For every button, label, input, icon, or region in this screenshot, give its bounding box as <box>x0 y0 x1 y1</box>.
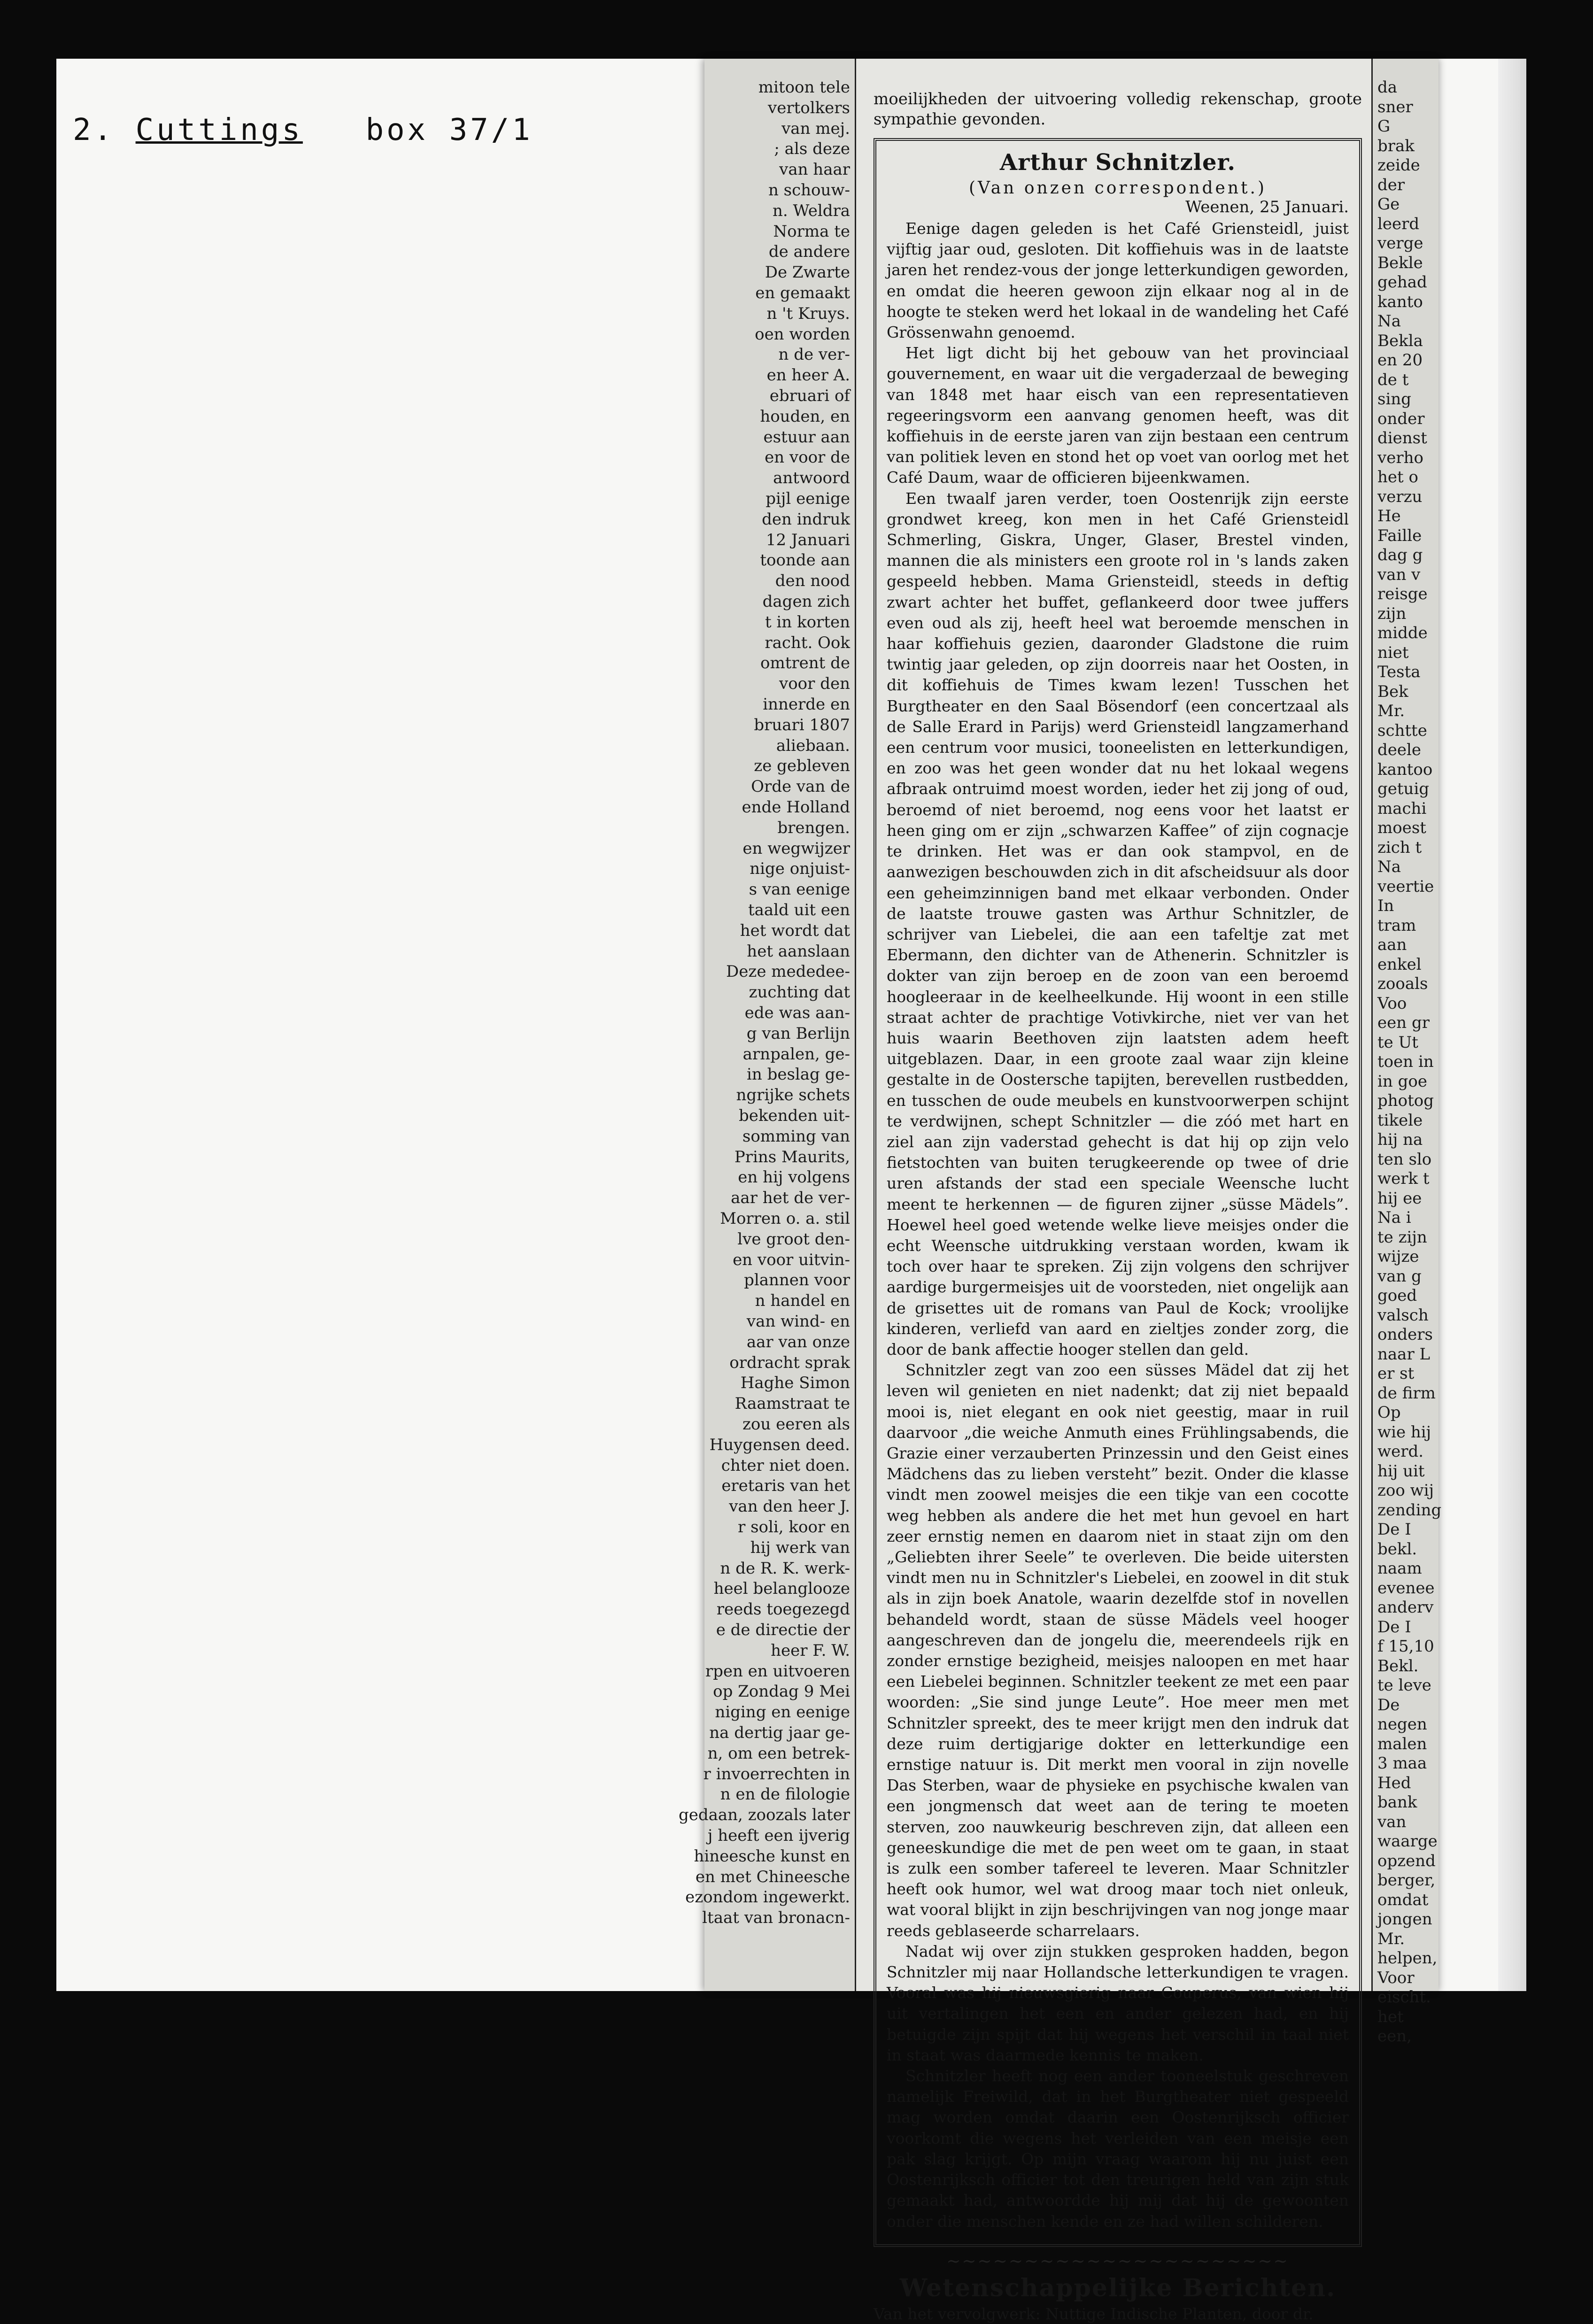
column-fragment-line: ezondom ingewerkt. <box>685 1888 850 1907</box>
column-fragment-line: hij na <box>1377 1130 1423 1149</box>
column-fragment-line: De <box>1377 1695 1400 1714</box>
column-fragment-line: t in korten <box>765 612 850 632</box>
column-fragment-line: valsch <box>1377 1305 1429 1325</box>
column-fragment-line: G <box>1377 117 1391 136</box>
column-fragment-line: s van eenige <box>749 880 850 899</box>
article-box <box>874 138 1362 2247</box>
column-fragment-line: getuig <box>1377 780 1430 798</box>
article-paragraph: Schnitzler heeft nog een ander tooneelstuk geschreven namelijk Freiwild, dat in het Burgtheater niet gespeeld mag worden omdat daarin een Oostenrijksch officier voorkomt die wegens het verleiden van een meisje een pak slag krijgt. Op mijn vraag waarom hij nu juist een Oostenrijksch officier tot den treurigen held van zijn stuk gemaakt had, antwoordde hij mij dat hij de gewoonten onder die menschen kende en ze had willen schilderen. <box>887 2067 1349 2231</box>
column-fragment-line: e de directie der <box>716 1621 850 1639</box>
column-fragment-line: ; als deze <box>774 139 850 159</box>
column-fragment-line: Mr. <box>1377 702 1405 720</box>
article-body <box>887 218 1349 2232</box>
column-fragment-line: eischt. <box>1377 1988 1431 2007</box>
column-fragment-line: zou eeren als <box>742 1415 850 1434</box>
column-fragment-line: dienst <box>1377 429 1427 448</box>
column-fragment-line: van wind- en <box>746 1312 850 1331</box>
column-fragment-line: zeide <box>1377 156 1420 175</box>
column-fragment-line: ordracht sprak <box>729 1353 850 1372</box>
column-fragment-line: Morren o. a. stil <box>720 1209 850 1228</box>
column-fragment-line: niging en eenige <box>715 1703 850 1722</box>
column-fragment-line: lve groot den- <box>737 1229 850 1249</box>
column-fragment-line: n 't Kruys. <box>766 304 850 323</box>
column-fragment-line: Raamstraat te <box>735 1394 850 1413</box>
section-heading: Wetenschappelijke Berichten. <box>899 2273 1336 2302</box>
header-cuttings: Cuttings <box>135 113 303 147</box>
column-fragment-line: aliebaan. <box>776 736 850 755</box>
column-fragment-line: nige onjuist- <box>750 859 850 879</box>
column-fragment-line: het wordt dat <box>740 921 850 940</box>
column-fragment-line: een gr <box>1377 1013 1430 1032</box>
header-label <box>73 113 533 147</box>
header-box: box 37/1 <box>365 113 533 147</box>
column-fragment-line: het <box>1377 2007 1404 2026</box>
column-fragment-line: f 15,10 <box>1377 1637 1434 1656</box>
column-fragment-line: moest <box>1377 818 1426 837</box>
column-fragment-line: photog <box>1377 1091 1434 1110</box>
column-fragment-line: jongen <box>1377 1910 1432 1929</box>
column-fragment-line: heer F. W. <box>771 1641 850 1660</box>
article-paragraph: Eenige dagen geleden is het Café Griensteidl, juist vijftig jaar oud, gesloten. Dit koffiehuis was in de laatste jaren het rendez-vous der jonge letterkundigen geworden, en omdat die heeren gewoon zijn elkaar nog al in de hoogte te steken werd het lokaal in de wandeling het Café Grössenwahn genoemd. <box>887 219 1349 342</box>
column-fragment-line: voor den <box>779 674 850 694</box>
column-fragment-line: sing <box>1377 390 1411 409</box>
column-fragment-line: negen <box>1377 1715 1427 1734</box>
column-fragment-line: gehad <box>1377 273 1427 292</box>
column-fragment-line: De I <box>1377 1617 1411 1637</box>
column-fragment-line: Bekle <box>1377 253 1423 272</box>
column-fragment-line: aan <box>1377 935 1407 954</box>
column-fragment-line: opzend <box>1377 1851 1436 1870</box>
column-fragment-line: zending <box>1377 1500 1442 1520</box>
page-edge <box>1498 59 1526 1991</box>
column-fragment-line: g van Berlijn <box>746 1024 850 1043</box>
column-fragment-line: Bek <box>1377 682 1408 701</box>
column-fragment-line: 12 Januari <box>766 530 850 549</box>
column-fragment-line: Orde van de <box>751 777 850 796</box>
header-number: 2. <box>73 113 115 147</box>
column-fragment-line: Mr. <box>1377 1929 1405 1948</box>
column-fragment-line: goed <box>1377 1286 1417 1305</box>
column-fragment-line: He <box>1377 507 1401 525</box>
column-fragment-line: tram <box>1377 916 1416 935</box>
column-fragment-line: berger, <box>1377 1871 1436 1890</box>
column-fragment-line: n handel en <box>755 1291 850 1311</box>
column-fragment-line: van g <box>1377 1266 1422 1286</box>
column-fragment-line: eretaris van het <box>721 1476 850 1496</box>
column-fragment-line: bekl. <box>1377 1539 1417 1559</box>
column-fragment-line: van v <box>1377 565 1421 584</box>
article-lead-in: moeilijkheden der uitvoering volledig rekenschap, groote sympathie gevonden. <box>874 90 1362 129</box>
article-paragraph: Het ligt dicht bij het gebouw van het provinciaal gouvernement, en waar uit die vergaderzaal de beweging van 1848 met haar eisch van een representatieven regeeringsvorm een aanvang genomen heeft, was dit koffiehuis in de eerste jaren van zijn bestaan een centrum van politiek leven en stond het op voet van oorlog met het Café Daum, waar de officieren bijeenkwamen. <box>887 344 1349 487</box>
column-fragment-line: zich t <box>1377 838 1422 857</box>
column-fragment-line: n, om een betrek- <box>707 1744 850 1763</box>
column-fragment-line: r soli, koor en <box>738 1518 850 1536</box>
column-fragment-line: somming van <box>742 1127 850 1146</box>
column-fragment-line: Norma te <box>773 222 850 241</box>
column-fragment-line: werk t <box>1377 1169 1430 1188</box>
column-fragment-line: in goe <box>1377 1072 1427 1091</box>
column-fragment-line: midde <box>1377 624 1428 642</box>
column-fragment-line: racht. Ook <box>765 633 850 652</box>
column-fragment-line: en hij volgens <box>738 1168 850 1187</box>
column-fragment-line: er st <box>1377 1364 1415 1383</box>
column-fragment-line: Huygensen deed. <box>709 1435 850 1454</box>
column-fragment-line: vertolkers <box>767 98 850 117</box>
column-fragment-line: innerde en <box>763 695 850 714</box>
column-fragment-line: te Ut <box>1377 1033 1418 1052</box>
column-fragment-line: estuur aan <box>763 427 850 447</box>
article-paragraph: Een twaalf jaren verder, toen Oostenrijk zijn eerste grondwet kreeg, kon men in het Café Griensteidl Schmerling, Giskra, Unger, Glaser, Brestel vinden, mannen die als ministers een groote rol in 's lands zaken gespeeld hebben. Mama Griensteidl, steeds in deftig zwart achter het buffet, geflankeerd door twee juffers even oud als zij, heeft heel wat beroemde menschen in haar koffiehuis gezien, daaronder Gladstone die ruim twintig jaar geleden, op zijn doorreis naar het Oosten, in dit koffiehuis de Times kwam lezen! Tusschen het Burgtheater en den Saal Bösendorf (een concertzaal als de Salle Erard in Parijs) werd Griensteidl langzamerhand een centrum voor musici, tooneelisten en letterkundigen, en zoo was het geen wonder dat nu het lokaal wegens afbraak ontruimd moest worden, ieder het zij jong of oud, beroemd of niet beroemd, nog eens voor het laatst er heen ging om er zijn „schwarzen Kaffee” of zijn cognacje te drinken. Het was er dan ook stampvol, en de aanwezigen beschouwden zich in dit afscheidsuur als door een geheimzinnigen band met elkaar verbonden. Onder de laatste trouwe gasten was Arthur Schnitzler, de schrijver van Liebelei, die aan een tafeltje zat met Ebermann, den dichter van de Athenerin. Schnitzler is dokter van zijn beroep en de zoon van een beroemd hoogleeraar in de keelheelkunde. Hij woont in een stille straat achter de prachtige Votivkirche, niet ver van het huis waarin Beethoven zijn laatsten adem heeft uitgeblazen. Daar, in een groote zaal waar zijn kleine gestalte in de Oostersche tapijten, berevellen rustbedden, en tusschen de oude meubels en kunstvoorwerpen schijnt te verdwijnen, schept Schnitzler — die zóó met hart en ziel aan zijn vaderstad gehecht is dat hij op zijn velo fietstochten van buiten terugkeerende op twee of drie uren afstands der stad een speciale Weensche lucht meent te herkennen — de figuren zijner „süsse Mädels”. Hoewel heel goed wetende welke lieve meisjes onder die echt Weensche uitdrukking verstaan worden, kwam ik toch over haar te spreken. Zij zijn volgens den schrijver aardige burgermeisjes uit de voorsteden, niet ongelijk aan de grisettes uit de romans van Paul de Kock; vroolijke kinderen, verliefd van aard en zieltjes zonder zorg, die door de bank affectie hooger stellen dan geld. <box>887 489 1349 1359</box>
column-fragment-line: en wegwijzer <box>742 839 850 858</box>
column-fragment-line: omtrent de <box>760 654 850 673</box>
column-fragment-line: Haghe Simon <box>740 1374 850 1393</box>
column-fragment-line: toonde aan <box>760 551 850 570</box>
column-fragment-line: zoo wij <box>1377 1481 1434 1500</box>
column-fragment-line: onders <box>1377 1325 1433 1344</box>
section-first-line: Van het vervolgwerk: Nuttige Indische Planten, door dr. <box>874 2304 1314 2323</box>
column-fragment-line: Faille <box>1377 526 1422 545</box>
column-fragment-line: verzu <box>1377 487 1423 506</box>
column-fragment-line: veertie <box>1377 877 1434 896</box>
article-title: Arthur Schnitzler. <box>999 149 1236 176</box>
column-fragment-line: dagen zich <box>762 592 850 611</box>
column-fragment-line: evenee <box>1377 1578 1435 1598</box>
column-fragment-line: der <box>1377 175 1405 194</box>
column-fragment-line: n schouw- <box>768 181 850 200</box>
column-fragment-line: van mej. <box>781 119 850 138</box>
column-fragment-line: ende Holland <box>742 798 850 817</box>
column-fragment-line: houden, en <box>760 407 850 426</box>
column-fragment-line: bank <box>1377 1793 1417 1812</box>
column-fragment-line: verge <box>1377 234 1423 253</box>
column-fragment-line: toen in <box>1377 1052 1434 1071</box>
column-fragment-line: Na <box>1377 312 1401 331</box>
column-fragment-line: hineesche kunst en <box>694 1846 850 1866</box>
column-fragment-line: Na <box>1377 857 1401 876</box>
column-fragment-line: machi <box>1377 799 1427 818</box>
column-fragment-line: in beslag ge- <box>746 1065 850 1084</box>
column-fragment-line: kanto <box>1377 292 1423 311</box>
column-fragment-line: en voor uitvin- <box>733 1250 850 1269</box>
column-fragment-line: schtte <box>1377 721 1427 740</box>
column-fragment-line: aar het de ver- <box>731 1189 850 1208</box>
column-fragment-line: en heer A. <box>766 366 850 385</box>
column-fragment-line: den indruk <box>762 510 850 529</box>
column-fragment-line: n de ver- <box>778 345 850 364</box>
column-fragment-line: De Zwarte <box>765 263 850 282</box>
column-fragment-line: n. Weldra <box>773 201 850 220</box>
column-fragment-line: het aanslaan <box>747 942 850 961</box>
column-fragment-line: niet <box>1377 643 1409 662</box>
column-fragment-line: waarge <box>1377 1832 1438 1851</box>
article-byline: (Van onzen correspondent.) <box>968 178 1267 198</box>
column-fragment-line: chter niet doen. <box>721 1456 850 1475</box>
column-fragment-line: 3 maa <box>1377 1754 1427 1773</box>
column-fragment-line: en 20 <box>1377 351 1423 370</box>
column-fragment-line: werd. <box>1377 1442 1424 1461</box>
column-fragment-line: bruari 1807 <box>754 715 850 734</box>
column-fragment-line: van haar <box>779 160 850 179</box>
column-fragment-line: pijl eenige <box>766 489 850 508</box>
column-fragment-line: en met Chineesche <box>695 1867 850 1886</box>
column-fragment-line: de firm <box>1377 1383 1436 1403</box>
column-fragment-line: helpen, <box>1377 1949 1438 1968</box>
column-fragment-line: en gemaakt <box>755 284 850 302</box>
column-fragment-line: rpen en uitvoeren <box>705 1661 850 1681</box>
column-fragment-line: reeds toegezegd <box>716 1600 850 1619</box>
column-fragment-line: aar van onze <box>746 1332 850 1351</box>
column-fragment-line: hij ee <box>1377 1189 1422 1208</box>
column-fragment-line: brak <box>1377 136 1415 155</box>
column-fragment-line: malen <box>1377 1734 1427 1753</box>
column-fragment-line: n de R. K. werk- <box>720 1559 850 1578</box>
column-fragment-line: oen worden <box>755 324 850 344</box>
column-fragment-line: ebruari of <box>769 386 850 405</box>
column-fragment-line: een, <box>1377 2027 1412 2046</box>
column-fragment-line: Hed <box>1377 1773 1411 1792</box>
column-fragment-line: omdat <box>1377 1890 1429 1909</box>
column-fragment-line: ede was aan- <box>744 1004 850 1022</box>
column-fragment-line: plannen voor <box>744 1271 850 1290</box>
column-fragment-line: hij uit <box>1377 1461 1425 1481</box>
column-fragment-line: sner <box>1377 97 1413 116</box>
column-fragment-line: naam <box>1377 1559 1422 1578</box>
column-fragment-line: verho <box>1377 448 1423 467</box>
column-fragment-line: brengen. <box>777 818 850 837</box>
column-fragment-line: zooals <box>1377 974 1428 993</box>
column-fragment-line: bekenden uit- <box>738 1106 850 1125</box>
column-fragment-line: Prins Maurits, <box>734 1147 850 1166</box>
column-fragment-line: Bekl. <box>1377 1656 1419 1675</box>
column-fragment-line: arnpalen, ge- <box>742 1044 850 1064</box>
column-fragment-line: dag g <box>1377 546 1423 564</box>
column-fragment-line: hij werk van <box>750 1538 850 1557</box>
clipping-left-column <box>678 59 856 1991</box>
column-fragment-line: tikele <box>1377 1111 1423 1130</box>
document-page <box>56 59 1526 2323</box>
column-fragment-line: van den heer J. <box>729 1497 850 1516</box>
column-fragment-line: onder <box>1377 409 1425 428</box>
column-fragment-line: de t <box>1377 370 1409 389</box>
column-fragment-line: Testa <box>1377 663 1421 681</box>
column-fragment-line: antwoord <box>773 469 850 488</box>
column-fragment-line: ltaat van bronacn- <box>702 1908 850 1928</box>
column-fragment-line: en voor de <box>765 448 850 467</box>
column-fragment-line: Voor <box>1377 1968 1415 1987</box>
article-dateline: Weenen, 25 Januari. <box>1185 198 1349 216</box>
column-fragment-line: Bekla <box>1377 331 1423 350</box>
article-paragraph: Nadat wij over zijn stukken gesproken hadden, begon Schnitzler mij naar Hollandsche letterkundigen te vragen. Vooral was hij nieuwsgierig naar Couperus, van wien hij uit vertalingen het een en ander gelezen had, en hij betuigde zijn spijt dat hij wegens het verschil in taal niet in staat was daarmede kennis te maken. <box>887 1942 1349 2064</box>
column-fragment-line: wijze <box>1377 1247 1419 1266</box>
column-fragment-line: ngrijke schets <box>736 1086 850 1105</box>
column-fragment-line: leerd <box>1377 214 1420 233</box>
clipping-right-column <box>1371 59 1442 2046</box>
column-fragment-line: da <box>1377 78 1398 97</box>
column-fragment-line: Deze mededee- <box>726 962 850 981</box>
column-fragment-line: reisge <box>1377 585 1428 603</box>
column-fragment-line: naar L <box>1377 1344 1431 1364</box>
column-fragment-line: Voo <box>1377 994 1407 1013</box>
column-fragment-line: gedaan, zoozals later <box>678 1806 850 1825</box>
column-fragment-line: kantoo <box>1377 760 1433 779</box>
column-fragment-line: den nood <box>775 571 850 591</box>
column-fragment-line: zuchting dat <box>749 983 850 1002</box>
column-fragment-line: r invoerrechten in <box>703 1764 850 1784</box>
column-fragment-line: anderv <box>1377 1598 1434 1617</box>
column-fragment-line: Na i <box>1377 1208 1411 1227</box>
column-fragment-line: de andere <box>768 242 850 262</box>
column-fragment-line: Op <box>1377 1403 1401 1422</box>
column-fragment-line: enkel <box>1377 955 1422 974</box>
column-fragment-line: na dertig jaar ge- <box>709 1723 850 1742</box>
column-fragment-line: n en de filologie <box>720 1785 850 1804</box>
column-fragment-line: van <box>1377 1812 1407 1831</box>
column-fragment-line: ze gebleven <box>754 757 850 776</box>
column-fragment-line: op Zondag 9 Mei <box>713 1682 850 1701</box>
article-column <box>869 59 1367 2323</box>
column-fragment-line: mitoon tele <box>758 78 850 97</box>
column-fragment-line: ten slo <box>1377 1150 1432 1169</box>
column-fragment-line: taald uit een <box>748 901 850 919</box>
article-paragraph: Schnitzler zegt van zoo een süsses Mädel dat zij het leven wil genieten en niet nadenkt; dat zij niet bepaald mooi is, niet elegant en ook niet geestig, maar in ruil daarvoor „die weiche Anmuth eines Frühlingsabends, die Grazie einer verzauberten Prinzessin und den Geist eines Mädchens das zu lieben versteht” bezit. Onder die klasse vindt men zoowel meisjes die een tikje van een cocotte weg hebben als andere die het met hun gevoel en hart zeer ernstig nemen en daarom niet in staat zijn om den „Geliebten ihrer Seele” te overleven. Die beide uitersten vindt men nu in Schnitzler's Liebelei, en zoowel in dit stuk als in zijn boek Anatole, waarin dezelfde stof in novellen behandeld wordt, staan de süsse Mädels veel hooger aangeschreven dan de jongelu die, meerendeels rijk en zonder ernstige bezigheid, meisjes naloopen en met haar een Liebelei beginnen. Schnitzler teekent ze met een paar woorden: „Sie sind junge Leute”. Hoe meer men met Schnitzler spreekt, des te meer krijgt men den indruk dat deze ruim dertigjarige dokter en letterkundige een ernstige natuur is. Dit merkt men vooral in zijn novelle Das Sterben, waar de physieke en psychische kwalen van een jongmensch dat weet aan de tering te moeten sterven, zoo nauwkeurig beschreven zijn, dat alleen een geneeskundige die met de pen weet om te gaan, in staat is zulk een somber tafereel te leveren. Maar Schnitzler heeft ook humor, wel wat droog maar toch niet onleuk, wat vooral blijkt in zijn beschrijvingen van nog jonge maar reeds geblaseerde scharrelaars. <box>887 1361 1349 1940</box>
column-fragment-line: De I <box>1377 1520 1411 1539</box>
column-fragment-line: te leve <box>1377 1676 1431 1695</box>
column-fragment-line: het o <box>1377 468 1418 486</box>
newspaper-clipping <box>678 59 1442 2323</box>
column-fragment-line: wie hij <box>1377 1422 1431 1442</box>
column-fragment-line: te zijn <box>1377 1228 1427 1247</box>
column-fragment-line: zijn <box>1377 604 1407 623</box>
column-fragment-line: Ge <box>1377 195 1400 214</box>
column-fragment-line: In <box>1377 896 1394 915</box>
column-fragment-line: j heeft een ijverig <box>707 1826 850 1845</box>
section-divider: ~~~~~~~~~~~~~~~~~~~~~~ <box>946 2251 1289 2271</box>
column-fragment-line: heel belanglooze <box>713 1579 850 1598</box>
column-fragment-line: deele <box>1377 741 1422 759</box>
